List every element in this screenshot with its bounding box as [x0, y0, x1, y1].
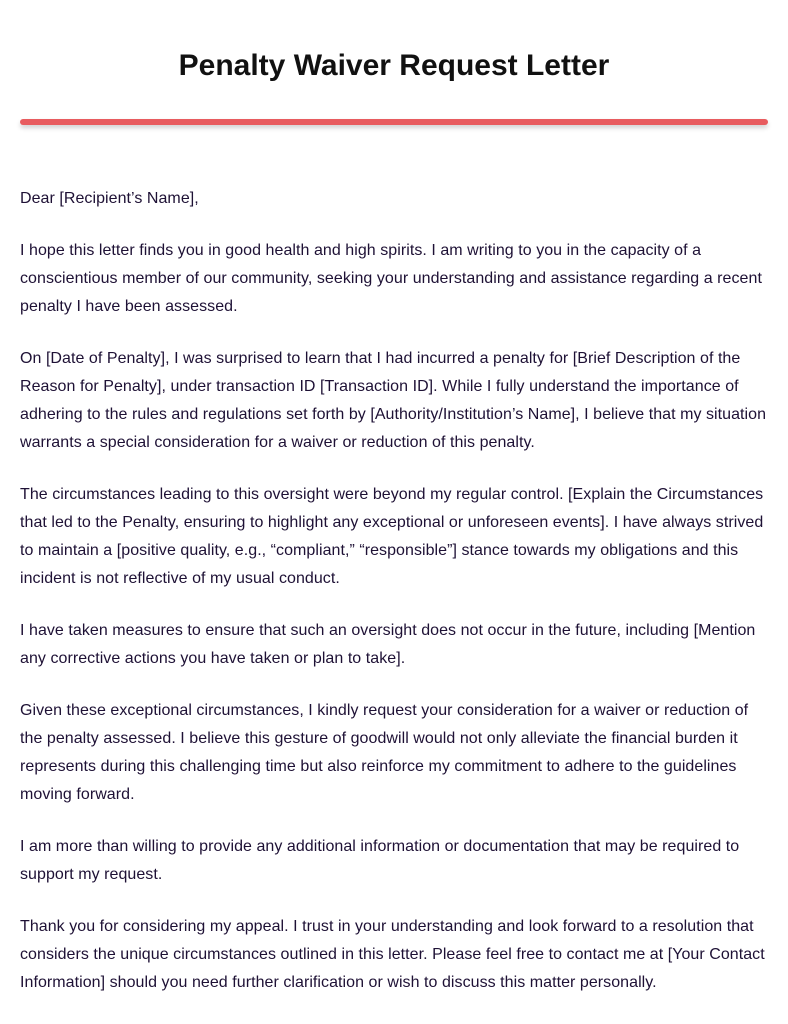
letter-paragraph-2: On [Date of Penalty], I was surprised to learn that I had incurred a penalty for [Brief Description of the Reason for Penalty], under transaction ID [Transaction ID]. While I fully understand the importance of adhering to the rules and regulations set forth by [Authority/Institution’s Name], I believe that my situation warrants a special consideration for a waiver or reduction of this penalty. [20, 350, 767, 451]
letter-paragraph-1: I hope this letter finds you in good health and high spirits. I am writing to you in the capacity of a conscientious member of our community, seeking your understanding and assistance regarding a recent penalty I have been assessed. [20, 242, 762, 315]
letter-paragraph-6: I am more than willing to provide any additional information or documentation that may be required to support my request. [20, 838, 740, 883]
letter-paragraph-7: Thank you for considering my appeal. I trust in your understanding and look forward to a resolution that considers the unique circumstances outlined in this letter. Please feel free to contact me at [Your Contact Information] should you need further clarification or wish to discuss this matter personally. [20, 918, 765, 991]
title-divider [20, 119, 768, 125]
letter-paragraph-5: Given these exceptional circumstances, I kindly request your consideration for a waiver or reduction of the penalty assessed. I believe this gesture of goodwill would not only alleviate the financial burden it represents during this challenging time but also reinforce my commitment to adhere to the guidelines moving forward. [20, 702, 749, 803]
letter-paragraph-4: I have taken measures to ensure that such an oversight does not occur in the future, including [Mention any corrective actions you have taken or plan to take]. [20, 622, 756, 667]
letter-body [20, 185, 768, 1021]
page-title: Penalty Waiver Request Letter [178, 49, 610, 82]
letter-paragraph-3: The circumstances leading to this oversight were beyond my regular control. [Explain the Circumstances that led to the Penalty, ensuring to highlight any exceptional or unforeseen events]. I have always strived to maintain a [positive quality, e.g., “compliant,” “responsible”] stance towards my obligations and this incident is not reflective of my usual conduct. [20, 486, 764, 587]
salutation: Dear [Recipient’s Name], [20, 190, 199, 207]
